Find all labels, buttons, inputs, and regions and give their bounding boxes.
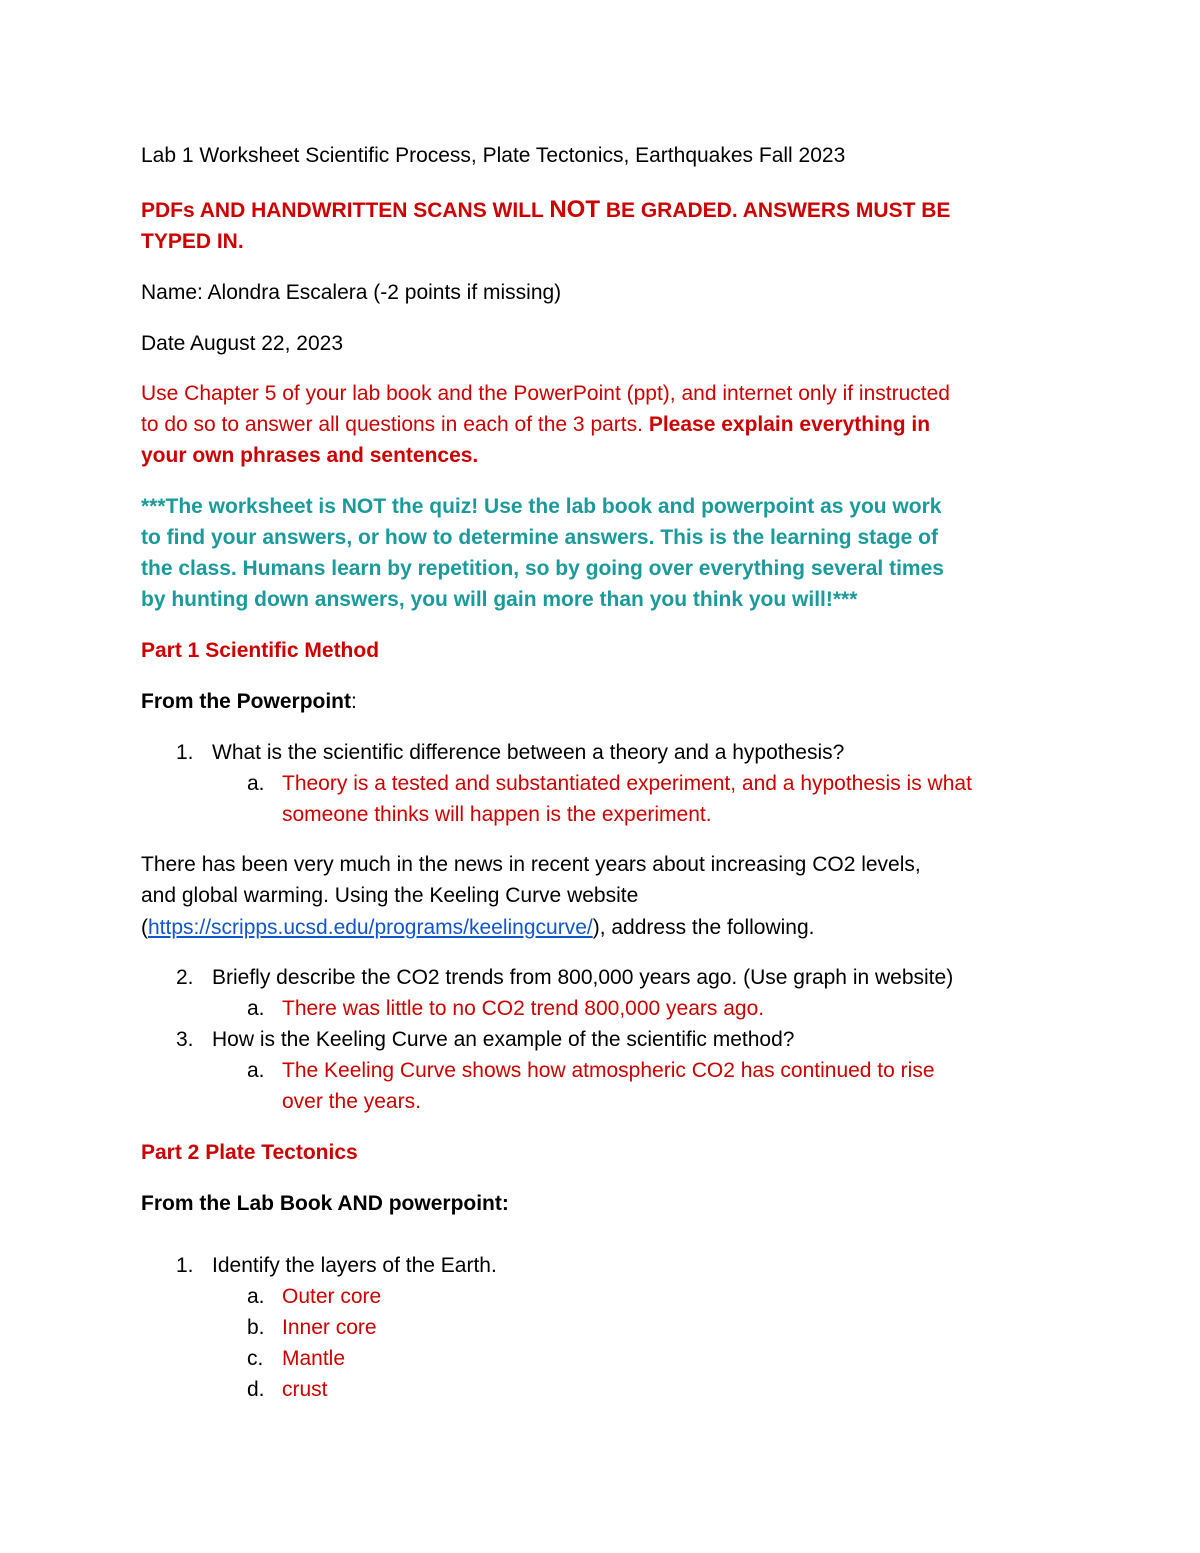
question-number: 1. [176,1254,194,1277]
warning-line-1 [141,194,950,226]
question-text: What is the scientific difference between a theory and a hypothesis? [212,741,845,764]
answer-text: There was little to no CO2 trend 800,000 years ago. [282,997,765,1020]
instructions-line-1: Use Chapter 5 of your lab book and the PowerPoint (ppt), and internet only if instructed [141,382,950,405]
keeling-paragraph-line-3 [141,912,815,943]
instructions-line-3: your own phrases and sentences. [141,444,479,467]
part1-source-colon: : [351,690,357,713]
keeling-paragraph-line-2: and global warming. Using the Keeling Curve website [141,884,639,907]
answer-letter: c. [247,1347,264,1370]
part1-source-label: From the Powerpoint [141,690,351,713]
answer-text: Mantle [282,1347,346,1370]
warning-line-2: TYPED IN. [141,230,244,253]
question-number: 3. [176,1028,194,1051]
part2-heading: Part 2 Plate Tectonics [141,1141,358,1164]
question-text: How is the Keeling Curve an example of the scientific method? [212,1028,795,1051]
answer-letter: a. [247,1285,265,1308]
note-line-3: the class. Humans learn by repetition, so by going over everything several times [141,557,944,580]
part1-source [141,686,357,717]
keeling-paragraph-line-1: There has been very much in the news in recent years about increasing CO2 levels, [141,853,921,876]
open-paren: ( [141,916,148,939]
warning-text-b: BE GRADED. ANSWERS MUST BE [600,199,951,222]
instructions-emphasis: Please explain everything in [648,413,931,436]
date-field: Date August 22, 2023 [141,332,343,355]
note-line-1: ***The worksheet is NOT the quiz! Use the lab book and powerpoint as you work [141,495,942,518]
answer-text: over the years. [282,1090,421,1113]
part1-heading: Part 1 Scientific Method [141,639,380,662]
note-line-2: to find your answers, or how to determine answers. This is the learning stage of [141,526,938,549]
paragraph-close: ), address the following. [592,916,815,939]
warning-text-a: PDFs AND HANDWRITTEN SCANS WILL [141,199,550,222]
name-field: Name: Alondra Escalera (-2 points if missing) [141,281,562,304]
answer-letter: d. [247,1378,265,1401]
answer-letter: a. [247,772,265,795]
answer-letter: a. [247,1059,265,1082]
note-line-4: by hunting down answers, you will gain more than you think you will!*** [141,588,858,611]
answer-letter: b. [247,1316,265,1339]
answer-text: The Keeling Curve shows how atmospheric CO2 has continued to rise [282,1059,935,1082]
answer-letter: a. [247,997,265,1020]
part2-source: From the Lab Book AND powerpoint: [141,1192,509,1215]
keeling-curve-link[interactable]: https://scripps.ucsd.edu/programs/keelingcurve/ [148,916,593,939]
question-text: Briefly describe the CO2 trends from 800,000 years ago. (Use graph in website) [212,966,954,989]
answer-text: Theory is a tested and substantiated experiment, and a hypothesis is what [282,772,972,795]
instructions-line-2 [141,409,930,440]
document-title: Lab 1 Worksheet Scientific Process, Plate Tectonics, Earthquakes Fall 2023 [141,144,846,167]
answer-text: Inner core [282,1316,377,1339]
question-number: 1. [176,741,194,764]
answer-text: Outer core [282,1285,382,1308]
answer-text: crust [282,1378,328,1401]
instructions-text: to do so to answer all questions in each of the 3 parts. [141,413,649,436]
question-text: Identify the layers of the Earth. [212,1254,497,1277]
question-number: 2. [176,966,194,989]
warning-emphasis: NOT [549,196,600,223]
answer-text: someone thinks will happen is the experiment. [282,803,712,826]
